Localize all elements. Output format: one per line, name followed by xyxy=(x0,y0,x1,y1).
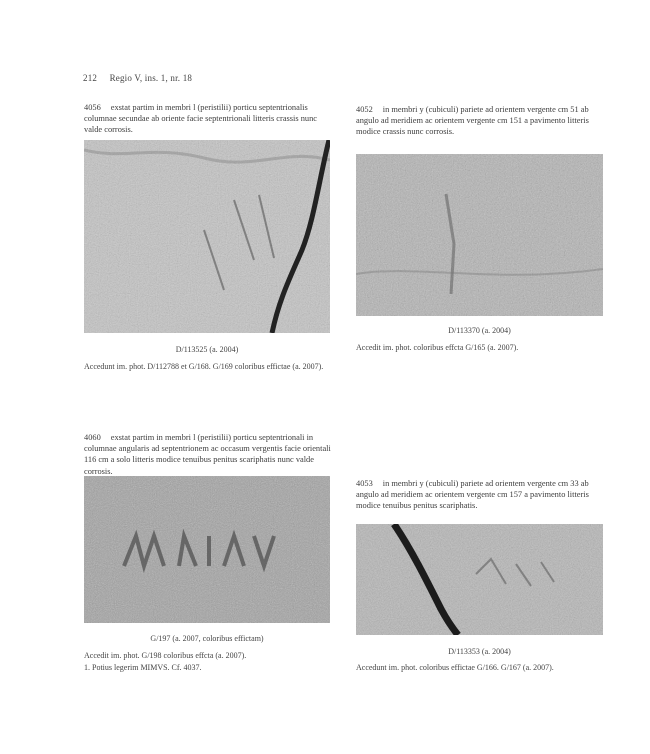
entry-number: 4060 xyxy=(84,433,101,442)
footnote-4060: 1. Potius legerim MIMVS. Cf. 4037. xyxy=(84,663,202,672)
page-header xyxy=(83,73,192,83)
entry-4052 xyxy=(356,104,606,138)
inscription-photo-4056 xyxy=(84,140,330,333)
running-head: Regio V, ins. 1, nr. 18 xyxy=(109,73,193,83)
entry-4056 xyxy=(84,102,334,136)
entry-text: in membri y (cubiculi) pariete ad orientem vergente cm 51 ab angulo ad meridiem ac orientem vergente cm 151 a pavimento litteris modice crassis nunc corrosis. xyxy=(356,105,589,137)
inscription-photo-4052 xyxy=(356,154,603,316)
page-number: 212 xyxy=(83,73,98,83)
entry-text: exstat partim in membri l (peristilii) porticu septentrionalis columnae secundae ab oriente facie septentrionali litteris crassis nunc valde corrosis. xyxy=(84,103,318,135)
photo-caption-4056: D/113525 (a. 2004) xyxy=(175,345,239,354)
photo-caption-4052: D/113370 (a. 2004) xyxy=(448,326,511,335)
entry-text: exstat partim in membri l (peristilii) porticu septentrionali in columnae angularis ad septentrionem ac occasum vergentis facie orientali 116 cm a solo litteris modice tenuibus penitus scariphatis nunc valde corrosis. xyxy=(84,433,331,476)
photo-caption-4053: D/113353 (a. 2004) xyxy=(448,647,511,656)
entry-number: 4056 xyxy=(84,103,101,112)
photo-note-4056: Accedunt im. phot. D/112788 et G/168. G/169 coloribus effictae (a. 2007). xyxy=(84,362,324,371)
entry-number: 4052 xyxy=(356,105,373,114)
photo-note-4053: Accedunt im. phot. coloribus effictae G/166. G/167 (a. 2007). xyxy=(356,663,554,672)
inscription-photo-4060 xyxy=(84,476,330,623)
photo-note-4060: Accedit im. phot. G/198 coloribus effcta (a. 2007). xyxy=(84,651,247,660)
entry-text: in membri y (cubiculi) pariete ad orientem vergente cm 33 ab angulo ad meridiem ac orientem vergente cm 157 a pavimento litteris modice tenuibus penitus scariphatis. xyxy=(356,479,589,511)
photo-note-4052: Accedit im. phot. coloribus effcta G/165 (a. 2007). xyxy=(356,343,519,352)
entry-4053 xyxy=(356,478,606,512)
entry-4060 xyxy=(84,432,334,477)
inscription-photo-4053 xyxy=(356,524,603,635)
photo-caption-4060: G/197 (a. 2007, coloribus effictam) xyxy=(150,634,264,643)
entry-number: 4053 xyxy=(356,479,373,488)
